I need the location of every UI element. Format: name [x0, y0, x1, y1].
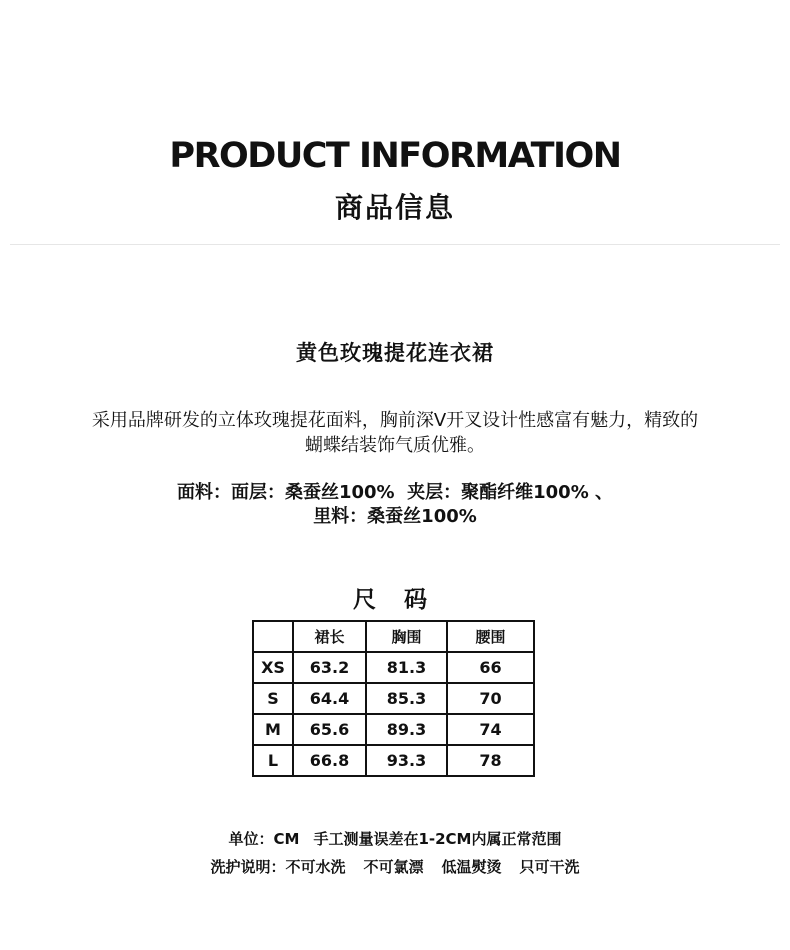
material-info: [0, 481, 790, 529]
material-line-2: 里料：桑蚕丝100%: [313, 506, 477, 527]
table-cell: 89.3: [366, 714, 447, 745]
header-cell-waist: 腰围: [447, 621, 534, 652]
header-cell-length: 裙长: [293, 621, 366, 652]
description-line-2: 蝴蝶结装饰气质优雅。: [305, 435, 485, 456]
size-table: [252, 620, 535, 777]
table-cell: 93.3: [366, 745, 447, 776]
table-cell: 65.6: [293, 714, 366, 745]
table-row: [253, 683, 534, 714]
size-label-cell: L: [253, 745, 293, 776]
table-cell: 81.3: [366, 652, 447, 683]
table-cell: 63.2: [293, 652, 366, 683]
size-label-cell: M: [253, 714, 293, 745]
unit-label: 单位：CM: [228, 830, 300, 848]
care-low-iron: 低温熨烫: [441, 858, 502, 876]
description-line-1: 采用品牌研发的立体玫瑰提花面料，胸前深V开叉设计性感富有魅力，精致的: [91, 410, 699, 431]
header-divider: [10, 244, 780, 245]
material-line-1: 面料：面层：桑蚕丝100% 夹层：聚酯纤维100% 、: [176, 482, 613, 503]
table-cell: 66.8: [293, 745, 366, 776]
page-title-en: PRODUCT INFORMATION: [169, 136, 621, 176]
page-title-cn: 商品信息: [334, 191, 455, 224]
table-row: [253, 652, 534, 683]
table-cell: 70: [447, 683, 534, 714]
care-instructions: [0, 856, 790, 877]
care-dry-clean: 只可干洗: [519, 858, 580, 876]
header-cell-bust: 胸围: [366, 621, 447, 652]
table-cell: 85.3: [366, 683, 447, 714]
table-cell: 74: [447, 714, 534, 745]
table-cell: 66: [447, 652, 534, 683]
table-row: [253, 745, 534, 776]
care-no-bleach: 不可氯漂: [363, 858, 424, 876]
size-label-cell: XS: [253, 652, 293, 683]
unit-error-note: 手工测量误差在1-2CM内属正常范围: [313, 830, 562, 848]
header-cell-blank: [253, 621, 293, 652]
table-row: [253, 714, 534, 745]
care-no-wash: 洗护说明：不可水洗: [210, 858, 346, 876]
table-cell: 78: [447, 745, 534, 776]
product-description: [0, 408, 790, 458]
table-cell: 64.4: [293, 683, 366, 714]
size-table-header-row: [253, 621, 534, 652]
product-name: 黄色玫瑰提花连衣裙: [296, 341, 494, 365]
size-chart-title: 尺 码: [352, 587, 437, 613]
size-label-cell: S: [253, 683, 293, 714]
unit-note: [0, 828, 790, 849]
